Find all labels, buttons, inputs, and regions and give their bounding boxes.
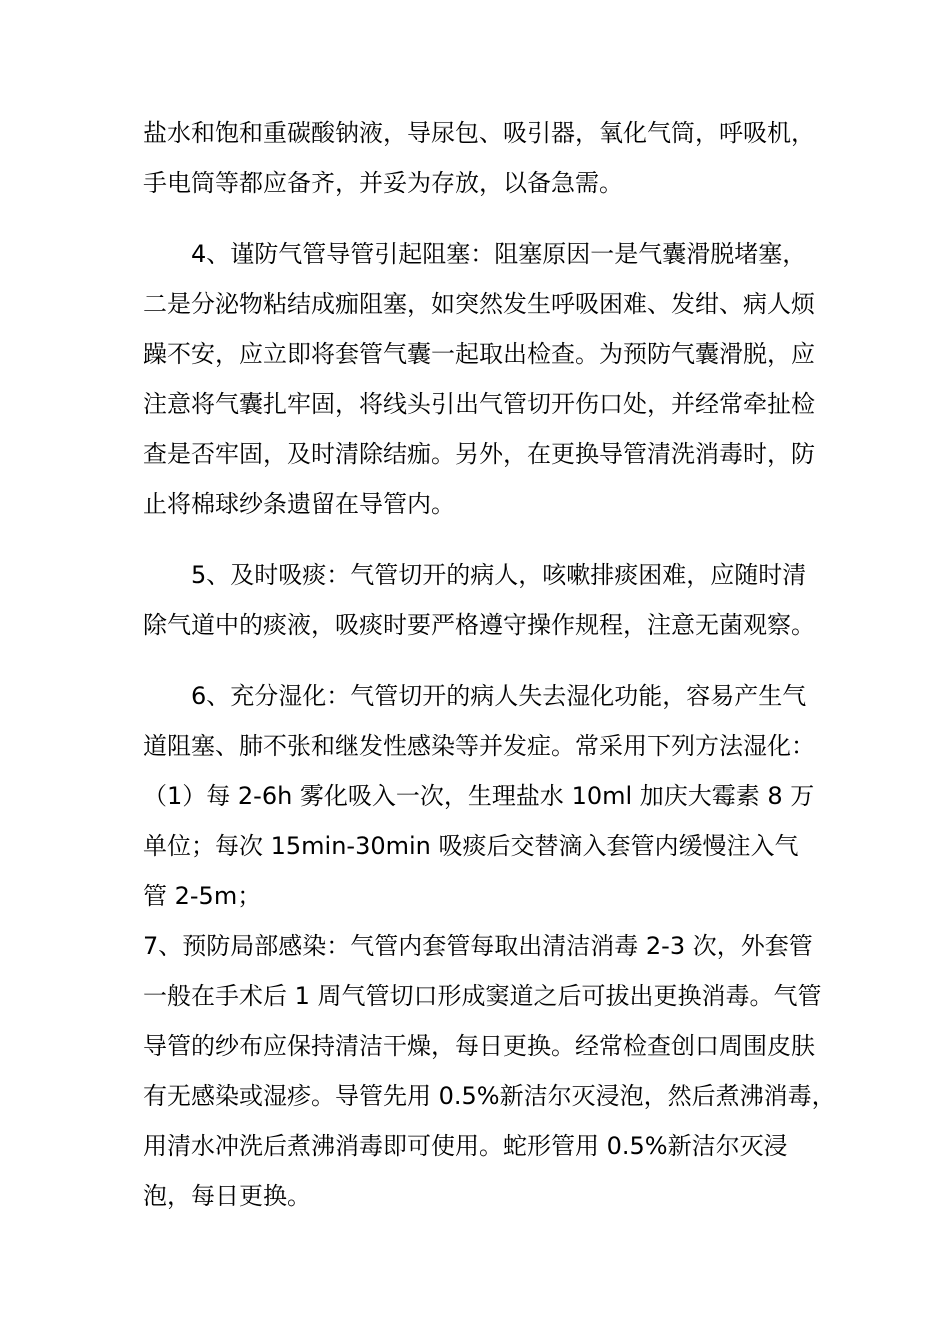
document-body	[143, 108, 836, 1221]
text-line: 4、谨防气管导管引起阻塞：阻塞原因一是气囊滑脱堵塞，	[191, 240, 807, 268]
text-line: 道阻塞、肺不张和继发性感染等并发症。常采用下列方法湿化：	[143, 732, 815, 760]
text-line: 5、及时吸痰：气管切开的病人，咳嗽排痰困难，应随时清	[191, 561, 807, 589]
text-line: 一般在手术后 1 周气管切口形成窦道之后可拔出更换消毒。气管	[143, 982, 822, 1010]
text-line: 盐水和饱和重碳酸钠液，导尿包、吸引器，氧化气筒，呼吸机，	[143, 119, 815, 147]
text-line: 6、充分湿化：气管切开的病人失去湿化功能，容易产生气	[191, 682, 807, 710]
text-line: 单位；每次 15min-30min 吸痰后交替滴入套管内缓慢注入气	[143, 832, 799, 860]
text-line: 导管的纱布应保持清洁干燥，每日更换。经常检查创口周围皮肤	[143, 1032, 815, 1060]
text-line: 管 2-5m；	[143, 882, 262, 910]
text-line: 手电筒等都应备齐，并妥为存放，以备急需。	[143, 169, 623, 197]
paragraph-item-7	[143, 921, 836, 1221]
text-line: 二是分泌物粘结成痂阻塞，如突然发生呼吸困难、发绀、病人烦	[143, 290, 815, 318]
text-line: 泡，每日更换。	[143, 1182, 311, 1210]
paragraph-item-5	[143, 550, 823, 650]
text-line: 止将棉球纱条遗留在导管内。	[143, 490, 455, 518]
text-line: 7、预防局部感染：气管内套管每取出清洁消毒 2-3 次，外套管	[143, 932, 813, 960]
text-line: （1）每 2-6h 雾化吸入一次，生理盐水 10ml 加庆大霉素 8 万	[143, 782, 815, 810]
text-line: 除气道中的痰液，吸痰时要严格遵守操作规程，注意无菌观察。	[143, 611, 815, 639]
paragraph-item-6	[143, 671, 823, 921]
text-line: 查是否牢固，及时清除结痂。另外，在更换导管清洗消毒时，防	[143, 440, 815, 468]
text-line: 躁不安，应立即将套管气囊一起取出检查。为预防气囊滑脱，应	[143, 340, 815, 368]
text-line: 用清水冲洗后煮沸消毒即可使用。蛇形管用 0.5%新洁尔灭浸	[143, 1132, 788, 1160]
text-line: 有无感染或湿疹。导管先用 0.5%新洁尔灭浸泡，然后煮沸消毒，	[143, 1082, 836, 1110]
paragraph-continuation	[143, 108, 823, 208]
paragraph-item-4	[143, 229, 823, 529]
text-line: 注意将气囊扎牢固，将线头引出气管切开伤口处，并经常牵扯检	[143, 390, 815, 418]
